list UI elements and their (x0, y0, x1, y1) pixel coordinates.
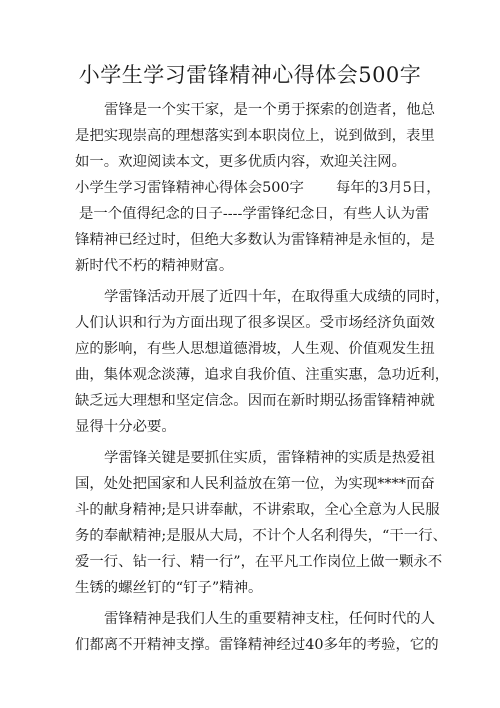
paragraph-line: 曲，集体观念淡薄，追求自我价值、注重实惠，急功近利， (75, 367, 450, 383)
document-title: 小学生学习雷锋精神心得体会500字 (78, 63, 422, 87)
paragraph-line: 斗的献身精神;是只讲奉献，不讲索取，全心全意为人民服 (75, 502, 440, 518)
paragraph-line: 生锈的螺丝钉的“钉子”精神。 (75, 580, 263, 596)
paragraph-line: 如一。欢迎阅读本文，更多优质内容，欢迎关注网。 (75, 154, 406, 170)
paragraph-line: 缺乏远大理想和坚定信念。因而在新时期弘扬雷锋精神就 (75, 393, 435, 409)
paragraph-line: 新时代不朽的精神财富。 (75, 258, 234, 274)
paragraph-line: 国，处处把国家和人民利益放在第一位，为实现****而奋 (75, 476, 435, 492)
subtitle-text: 小学生学习雷锋精神心得体会500字 (75, 180, 304, 196)
paragraph-line: 爱一行、钻一行、精一行”，在平凡工作岗位上做一颗永不 (75, 554, 443, 570)
paragraph-line: 是把实现崇高的理想落实到本职岗位上，说到做到，表里 (75, 128, 435, 144)
paragraph-line: 务的奉献精神;是服从大局，不计个人名利得失，“干一行、 (75, 528, 447, 544)
paragraph-line: 锋精神已经过时，但绝大多数认为雷锋精神是永恒的，是 (75, 232, 435, 248)
paragraph-line: 雷锋是一个实干家，是一个勇于探索的创造者，他总 (104, 102, 435, 118)
date-text: 每年的3月5日， (335, 180, 441, 196)
paragraph-line: 们都离不开精神支撑。雷锋精神经过40多年的考验，它的 (75, 637, 439, 653)
paragraph-line: 显得十分必要。 (75, 419, 176, 435)
paragraph-line: 雷锋精神是我们人生的重要精神支柱，任何时代的人 (104, 611, 435, 627)
paragraph-line: 是一个值得纪念的日子----学雷锋纪念日，有些人认为雷 (79, 206, 430, 222)
paragraph-line: 人们认识和行为方面出现了很多误区。受市场经济负面效 (75, 315, 435, 331)
paragraph-line (75, 178, 441, 198)
paragraph-line: 应的影响，有些人思想道德滑坡，人生观、价值观发生扭 (75, 341, 435, 357)
paragraph-line: 学雷锋活动开展了近四十年，在取得重大成绩的同时， (104, 289, 450, 305)
paragraph-line: 学雷锋关键是要抓住实质，雷锋精神的实质是热爱祖 (104, 450, 435, 466)
